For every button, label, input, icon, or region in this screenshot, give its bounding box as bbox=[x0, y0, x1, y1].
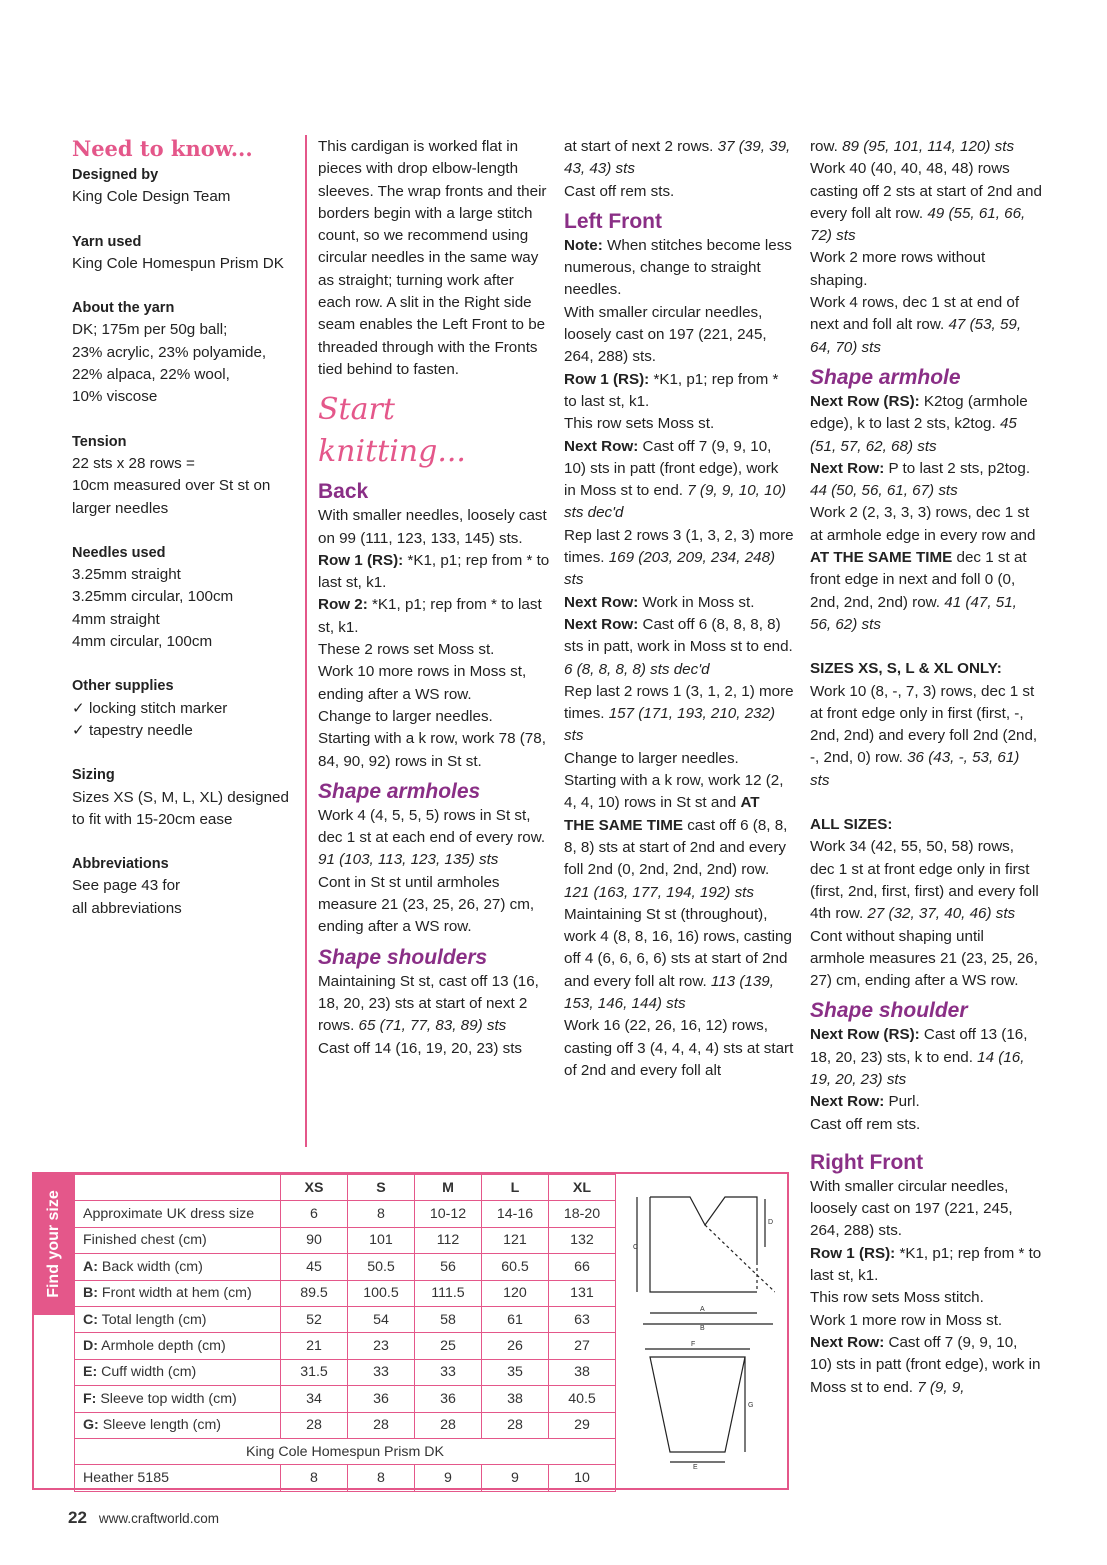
instruction-text: Starting with a k row, work 12 (2, 4, 4, 10) rows in St st and bbox=[564, 772, 784, 812]
designed-by-section bbox=[72, 164, 297, 209]
table-cell: 28 bbox=[281, 1412, 348, 1438]
start-knitting-heading: Start knitting... bbox=[318, 392, 466, 470]
measure-text: Armhole depth (cm) bbox=[97, 1338, 226, 1355]
table-cell: 29 bbox=[549, 1412, 616, 1438]
column-divider bbox=[305, 135, 307, 1147]
table-cell: 33 bbox=[415, 1359, 482, 1385]
tension-label: Tension bbox=[72, 433, 127, 450]
tension-line: 10cm measured over St st on bbox=[72, 477, 271, 495]
table-cell: 58 bbox=[415, 1306, 482, 1332]
instruction: This row sets Moss st. bbox=[564, 415, 715, 433]
row-text: *K1, p1; rep from * to last st, k1. bbox=[564, 370, 779, 410]
supply-item: ✓ tapestry needle bbox=[72, 721, 193, 739]
table-cell: 18-20 bbox=[549, 1201, 616, 1227]
needles-label: Needles used bbox=[72, 544, 166, 561]
instruction bbox=[318, 550, 550, 595]
stitch-count: 14 (16, 19, 20, 23) sts bbox=[810, 1048, 1025, 1088]
instruction bbox=[810, 814, 1042, 836]
instruction-text: Work 10 (8, -, 7, 3) rows, dec 1 st at front edge only in first (first, -, 2nd, 2nd) and every foll 2nd (2nd, -, 2nd, 0) row. bbox=[810, 682, 1038, 767]
instruction: Work 10 more rows in Moss st, ending after a WS row. bbox=[318, 663, 527, 703]
instruction bbox=[810, 658, 1042, 680]
instruction-text: Maintaining St st (throughout), work 4 (8, 8, 16, 16) rows, casting off 4 (6, 6, 6, 6) sts at start of 2nd and every foll alt row. bbox=[564, 905, 792, 990]
instruction bbox=[564, 904, 794, 1015]
instruction bbox=[810, 136, 1042, 158]
instruction bbox=[810, 1332, 1042, 1399]
sizing-label: Sizing bbox=[72, 767, 115, 784]
instruction bbox=[564, 525, 794, 592]
emphasis: AT THE SAME TIME bbox=[810, 549, 953, 567]
stitch-count: 47 (53, 59, 64, 70) sts bbox=[810, 316, 1022, 356]
row-text: Cast off 6 (8, 8, 8, 8) sts in patt, work in Moss st to end. bbox=[564, 615, 793, 656]
emphasis: AT THE SAME TIME bbox=[564, 794, 760, 834]
table-cell: 21 bbox=[281, 1333, 348, 1359]
measure-key: B: bbox=[83, 1285, 98, 1302]
table-cell: 45 bbox=[281, 1254, 348, 1280]
stitch-count: 169 (203, 209, 234, 248) sts bbox=[564, 549, 776, 589]
instruction: Cont in St st until armholes measure 21 (23, 25, 26, 27) cm, ending after a WS row. bbox=[318, 873, 535, 936]
yarn-label: Yarn used bbox=[72, 233, 142, 250]
table-cell: 40.5 bbox=[549, 1386, 616, 1412]
measure-text: Sleeve length (cm) bbox=[98, 1417, 221, 1434]
supply-item: ✓ locking stitch marker bbox=[72, 699, 228, 717]
table-cell: 33 bbox=[348, 1359, 415, 1385]
needles-line: 3.25mm circular, 100cm bbox=[72, 588, 234, 606]
need-to-know-heading: Need to know... bbox=[72, 136, 253, 161]
instruction bbox=[810, 836, 1042, 925]
stitch-count: 49 (55, 61, 66, 72) sts bbox=[810, 204, 1026, 245]
table-cell: 38 bbox=[549, 1359, 616, 1385]
row-label: Row 1 (RS): bbox=[810, 1244, 896, 1262]
sizes-label: ALL SIZES: bbox=[810, 816, 893, 834]
note-text: When stitches become less numerous, change to straight needles. bbox=[564, 236, 792, 299]
yarn-section bbox=[72, 231, 297, 276]
label-b: B bbox=[700, 1325, 705, 1332]
yarn-row bbox=[75, 1438, 616, 1464]
shade-row bbox=[75, 1465, 616, 1491]
table-cell: 31.5 bbox=[281, 1359, 348, 1385]
measure-text: Sleeve top width (cm) bbox=[96, 1390, 237, 1407]
instruction: With smaller needles, loosely cast on 99 (111, 123, 133, 145) sts. bbox=[318, 507, 547, 547]
stitch-count: 121 (163, 177, 194, 192) sts bbox=[564, 883, 754, 901]
header-cell bbox=[75, 1175, 281, 1201]
instruction bbox=[810, 1091, 1042, 1113]
instruction-text: at start of next 2 rows. bbox=[564, 138, 718, 155]
instruction: Change to larger needles. bbox=[564, 749, 739, 767]
row-text: K2tog (armhole edge), k to last 2 sts, k2tog. bbox=[810, 392, 1028, 433]
abbreviations-line: See page 43 for bbox=[72, 877, 181, 895]
table-row bbox=[75, 1306, 616, 1332]
instruction: Starting with a k row, work 78 (78, 84, 90, 92) rows in St st. bbox=[318, 730, 546, 770]
tension-section bbox=[72, 431, 297, 520]
measure-label bbox=[75, 1333, 281, 1359]
other-supplies-section bbox=[72, 675, 297, 742]
table-cell: 36 bbox=[348, 1386, 415, 1412]
table-cell: 121 bbox=[482, 1227, 549, 1253]
shape-shoulder-heading: Shape shoulder bbox=[810, 999, 968, 1023]
measure-key: F: bbox=[83, 1390, 97, 1407]
measure-label bbox=[75, 1306, 281, 1332]
table-cell: 61 bbox=[482, 1306, 549, 1332]
label-a: A bbox=[700, 1306, 705, 1313]
instruction: These 2 rows set Moss st. bbox=[318, 641, 495, 659]
instruction bbox=[564, 235, 794, 302]
instruction bbox=[318, 805, 550, 872]
note-label: Note: bbox=[564, 236, 603, 254]
table-cell: 27 bbox=[549, 1333, 616, 1359]
instruction: Cast off 14 (16, 19, 20, 23) sts bbox=[318, 1039, 523, 1057]
measure-label bbox=[75, 1227, 281, 1253]
front-outline bbox=[650, 1197, 757, 1262]
instruction bbox=[564, 436, 794, 525]
sizing-line: Sizes XS (S, M, L, XL) designed bbox=[72, 788, 289, 806]
instruction bbox=[810, 1024, 1042, 1091]
garment-schematic-diagram bbox=[625, 1187, 775, 1477]
table-row bbox=[75, 1412, 616, 1438]
tension-line: larger needles bbox=[72, 499, 169, 517]
instruction-text: Work 34 (42, 55, 50, 58) rows, dec 1 st at front edge only in first (first, 2nd, first, first) and every foll 4th row. bbox=[810, 838, 1039, 923]
instruction-text: Maintaining St st, cast off 13 (16, 18, 20, 23) sts at start of next 2 rows. bbox=[318, 972, 539, 1035]
stitch-count: 37 (39, 39, 43, 43) sts bbox=[564, 138, 791, 178]
instruction: This row sets Moss stitch. bbox=[810, 1289, 984, 1307]
table-row bbox=[75, 1254, 616, 1280]
needles-line: 3.25mm straight bbox=[72, 566, 181, 584]
table-cell: 120 bbox=[482, 1280, 549, 1306]
row-label: Next Row: bbox=[810, 1093, 885, 1111]
page-number: 22 bbox=[68, 1508, 87, 1527]
instruction-text: dec 1 st at front edge in next and foll 0 (0, 2nd, 2nd, 2nd) row. bbox=[810, 549, 1027, 611]
shape-shoulders-heading: Shape shoulders bbox=[318, 945, 488, 969]
measure-label bbox=[75, 1254, 281, 1280]
table-cell: 56 bbox=[415, 1254, 482, 1280]
instruction bbox=[318, 594, 550, 639]
left-front-heading: Left Front bbox=[564, 209, 662, 233]
instruction-text: Rep last 2 rows 3 (1, 3, 2, 3) more times. bbox=[564, 526, 794, 567]
header-cell: XL bbox=[549, 1175, 616, 1201]
instruction bbox=[564, 369, 794, 414]
row-text: *K1, p1; rep from * to last st, k1. bbox=[318, 551, 550, 592]
needles-line: 4mm circular, 100cm bbox=[72, 633, 213, 651]
sizing-line: to fit with 15-20cm ease bbox=[72, 810, 233, 828]
table-row bbox=[75, 1386, 616, 1412]
table-cell: 28 bbox=[482, 1412, 549, 1438]
shade-value: 10 bbox=[549, 1465, 616, 1491]
instruction bbox=[810, 158, 1042, 247]
abbreviations-section bbox=[72, 853, 297, 920]
measure-label bbox=[75, 1412, 281, 1438]
table-cell: 66 bbox=[549, 1254, 616, 1280]
label-e: E bbox=[693, 1464, 698, 1471]
yarn-value: King Cole Homespun Prism DK bbox=[72, 254, 284, 272]
row-label: Row 2: bbox=[318, 596, 368, 614]
table-row bbox=[75, 1359, 616, 1385]
table-cell: 36 bbox=[415, 1386, 482, 1412]
designed-by-label: Designed by bbox=[72, 167, 159, 183]
measure-key: E: bbox=[83, 1364, 98, 1381]
stitch-count: 27 (32, 37, 40, 46) sts bbox=[867, 905, 1016, 923]
table-cell: 34 bbox=[281, 1386, 348, 1412]
stitch-count: 44 (50, 56, 61, 67) sts bbox=[810, 482, 958, 500]
table-cell: 112 bbox=[415, 1227, 482, 1253]
size-table bbox=[74, 1174, 616, 1492]
row-text: Cast off 13 (16, 18, 20, 23) sts, k to end. bbox=[810, 1026, 1028, 1066]
intro-paragraph: This cardigan is worked flat in pieces with drop elbow-length sleeves. The wrap fronts and their borders begin with a large stitch count, so we recommend using circular needles in the same way as straight; turning work after each row. A slit in the Right side seam enables the Left Front to be threaded through with the Fronts tied behind to fasten. bbox=[318, 138, 547, 378]
about-yarn-line: DK; 175m per 50g ball; bbox=[72, 321, 228, 339]
table-cell: 10-12 bbox=[415, 1201, 482, 1227]
row-text: Cast off 7 (9, 9, 10, 10) sts in patt (front edge), work in Moss st to end. bbox=[564, 437, 779, 500]
measure-label bbox=[75, 1386, 281, 1412]
measure-text: Front width at hem (cm) bbox=[97, 1285, 252, 1302]
instruction: Cast off rem sts. bbox=[810, 1115, 921, 1133]
header-cell: L bbox=[482, 1175, 549, 1201]
shade-value: 9 bbox=[482, 1465, 549, 1491]
measure-label bbox=[75, 1359, 281, 1385]
find-your-size-tab bbox=[34, 1174, 74, 1315]
row-text: Work in Moss st. bbox=[638, 593, 755, 611]
instruction-text: Rep last 2 rows 1 (3, 1, 2, 1) more times. bbox=[564, 682, 794, 723]
instruction: Cont without shaping until armhole measures 21 (23, 25, 26, 27) cm, ending after a WS row. bbox=[810, 927, 1038, 990]
measure-text: Approximate UK dress size bbox=[83, 1206, 255, 1223]
row-label: Row 1 (RS): bbox=[564, 370, 650, 388]
row-text: Purl. bbox=[884, 1093, 920, 1111]
shade-value: 8 bbox=[281, 1465, 348, 1491]
table-cell: 101 bbox=[348, 1227, 415, 1253]
table-cell: 111.5 bbox=[415, 1280, 482, 1306]
front-body-outline bbox=[650, 1197, 757, 1292]
label-d: D bbox=[768, 1219, 774, 1226]
instruction: Cast off rem sts. bbox=[564, 182, 675, 200]
instruction bbox=[564, 770, 794, 904]
instruction bbox=[810, 1243, 1042, 1288]
row-label: Next Row: bbox=[810, 459, 885, 477]
table-cell: 52 bbox=[281, 1306, 348, 1332]
label-c: C bbox=[633, 1244, 639, 1251]
table-row bbox=[75, 1201, 616, 1227]
instruction: Change to larger needles. bbox=[318, 707, 493, 725]
table-cell: 35 bbox=[482, 1359, 549, 1385]
about-yarn-label: About the yarn bbox=[72, 300, 175, 317]
instruction-text: Work 40 (40, 40, 48, 48) rows casting off 2 sts at start of 2nd and every foll alt row. bbox=[810, 160, 1042, 222]
table-cell: 90 bbox=[281, 1227, 348, 1253]
find-your-size-label: Find your size bbox=[45, 1190, 62, 1298]
shade-value: 9 bbox=[415, 1465, 482, 1491]
instruction bbox=[810, 391, 1042, 458]
instruction-text: Work 4 (4, 5, 5, 5) rows in St st, dec 1 st at each end of every row. bbox=[318, 806, 546, 847]
row-label: Row 1 (RS): bbox=[318, 551, 404, 569]
table-cell: 60.5 bbox=[482, 1254, 549, 1280]
instruction bbox=[564, 136, 794, 181]
table-row bbox=[75, 1333, 616, 1359]
row-text: *K1, p1; rep from * to last st, k1. bbox=[318, 596, 542, 636]
about-yarn-line: 10% viscose bbox=[72, 388, 158, 406]
abbreviations-line: all abbreviations bbox=[72, 899, 182, 917]
shade-label: Heather 5185 bbox=[75, 1465, 281, 1491]
yarn-cell: King Cole Homespun Prism DK bbox=[75, 1438, 616, 1464]
instruction bbox=[810, 502, 1042, 636]
row-text: P to last 2 sts, p2tog. bbox=[884, 459, 1031, 477]
instruction: Work 1 more row in Moss st. bbox=[810, 1311, 1003, 1329]
table-cell: 38 bbox=[482, 1386, 549, 1412]
about-yarn-line: 23% acrylic, 23% polyamide, bbox=[72, 343, 267, 361]
table-cell: 100.5 bbox=[348, 1280, 415, 1306]
website-url: www.craftworld.com bbox=[98, 1511, 219, 1526]
measure-key: C: bbox=[83, 1311, 98, 1328]
table-cell: 63 bbox=[549, 1306, 616, 1332]
instruction: Work 16 (22, 26, 16, 12) rows, casting off 3 (4, 4, 4, 4) sts at start of 2nd and every foll alt bbox=[564, 1017, 794, 1079]
stitch-count: 89 (95, 101, 114, 120) sts bbox=[842, 138, 1015, 155]
stitch-count: 36 (43, -, 53, 61) sts bbox=[810, 749, 1020, 789]
back-heading: Back bbox=[318, 480, 369, 504]
table-cell: 50.5 bbox=[348, 1254, 415, 1280]
row-label: Next Row: bbox=[564, 437, 639, 455]
about-yarn-line: 22% alpaca, 22% wool, bbox=[72, 366, 230, 384]
row-label: Next Row: bbox=[564, 593, 639, 611]
stitch-count: 157 (171, 193, 210, 232) sts bbox=[564, 705, 776, 745]
measure-text: Total length (cm) bbox=[97, 1311, 207, 1328]
table-cell: 131 bbox=[549, 1280, 616, 1306]
tension-line: 22 sts x 28 rows = bbox=[72, 454, 195, 472]
about-yarn-section bbox=[72, 297, 297, 408]
measure-text: Back width (cm) bbox=[97, 1258, 203, 1275]
row-label: Next Row (RS): bbox=[810, 392, 920, 410]
row-label: Next Row: bbox=[810, 1333, 885, 1351]
sizes-label: SIZES XS, S, L & XL ONLY: bbox=[810, 660, 1002, 678]
instruction bbox=[810, 681, 1042, 792]
row-text: Cast off 7 (9, 9, 10, 10) sts in patt (front edge), work in Moss st to end. bbox=[810, 1333, 1041, 1396]
table-cell: 132 bbox=[549, 1227, 616, 1253]
measure-text: Cuff width (cm) bbox=[97, 1364, 197, 1381]
stitch-count: 6 (8, 8, 8, 8) sts dec'd bbox=[564, 660, 710, 678]
abbreviations-label: Abbreviations bbox=[72, 856, 169, 873]
table-cell: 26 bbox=[482, 1333, 549, 1359]
stitch-count: 45 (51, 57, 62, 68) sts bbox=[810, 415, 1017, 455]
table-cell: 28 bbox=[348, 1412, 415, 1438]
right-front-heading: Right Front bbox=[810, 1150, 924, 1174]
instruction bbox=[564, 681, 794, 748]
row-text: *K1, p1; rep from * to last st, k1. bbox=[810, 1244, 1042, 1285]
shape-armholes-heading: Shape armholes bbox=[318, 779, 481, 803]
table-cell: 54 bbox=[348, 1306, 415, 1332]
instruction: With smaller circular needles, loosely cast on 197 (221, 245, 264, 288) sts. bbox=[810, 1177, 1013, 1240]
other-supplies-label: Other supplies bbox=[72, 678, 174, 695]
stitch-count: 91 (103, 113, 123, 135) sts bbox=[318, 851, 499, 869]
pattern-column-3 bbox=[564, 136, 794, 1082]
shade-value: 8 bbox=[348, 1465, 415, 1491]
instruction-text: cast off 6 (8, 8, 8, 8) sts at start of 2nd and every foll 2nd (0, 2nd, 2nd, 2nd) row. bbox=[564, 816, 788, 879]
pattern-column-2 bbox=[318, 136, 550, 1060]
instruction bbox=[564, 592, 794, 614]
stitch-count: 41 (47, 51, 56, 62) sts bbox=[810, 593, 1017, 633]
table-row bbox=[75, 1227, 616, 1253]
stitch-count: 65 (71, 77, 83, 89) sts bbox=[358, 1017, 507, 1035]
instruction bbox=[318, 971, 550, 1038]
instruction bbox=[810, 458, 1042, 503]
instruction-text: row. bbox=[810, 138, 843, 155]
measure-key: D: bbox=[83, 1338, 98, 1355]
sizing-section bbox=[72, 764, 297, 831]
instruction bbox=[810, 292, 1042, 359]
measure-label bbox=[75, 1201, 281, 1227]
measure-label bbox=[75, 1280, 281, 1306]
instruction bbox=[564, 614, 794, 681]
measure-key: G: bbox=[83, 1417, 99, 1434]
shape-armhole-heading: Shape armhole bbox=[810, 365, 961, 389]
table-cell: 14-16 bbox=[482, 1201, 549, 1227]
table-cell: 25 bbox=[415, 1333, 482, 1359]
table-cell: 6 bbox=[281, 1201, 348, 1227]
page-footer bbox=[68, 1508, 219, 1528]
header-cell: XS bbox=[281, 1175, 348, 1201]
instruction: Work 2 more rows without shaping. bbox=[810, 249, 986, 289]
table-header-row bbox=[75, 1175, 616, 1201]
instruction-text: Work 4 rows, dec 1 st at end of next and foll alt row. bbox=[810, 294, 1020, 334]
needles-line: 4mm straight bbox=[72, 610, 160, 628]
table-cell: 23 bbox=[348, 1333, 415, 1359]
sleeve-outline bbox=[650, 1357, 745, 1452]
table-cell: 89.5 bbox=[281, 1280, 348, 1306]
header-cell: M bbox=[415, 1175, 482, 1201]
label-g: G bbox=[748, 1402, 754, 1409]
table-row bbox=[75, 1280, 616, 1306]
table-cell: 28 bbox=[415, 1412, 482, 1438]
label-f: F bbox=[691, 1341, 696, 1348]
table-cell: 8 bbox=[348, 1201, 415, 1227]
designed-by-value: King Cole Design Team bbox=[72, 188, 231, 206]
stitch-count: 7 (9, 9, 10, 10) sts dec'd bbox=[564, 482, 787, 522]
instruction: With smaller circular needles, loosely cast on 197 (221, 245, 264, 288) sts. bbox=[564, 303, 767, 366]
needles-section bbox=[72, 542, 297, 653]
need-to-know-column bbox=[72, 136, 297, 942]
stitch-count: 113 (139, 153, 146, 144) sts bbox=[564, 972, 774, 1012]
header-cell: S bbox=[348, 1175, 415, 1201]
pattern-column-4 bbox=[810, 136, 1042, 1399]
measure-key: A: bbox=[83, 1258, 98, 1275]
instruction-text: Work 2 (2, 3, 3, 3) rows, dec 1 st at armhole edge in every row and bbox=[810, 504, 1036, 544]
row-label: Next Row: bbox=[564, 615, 639, 633]
stitch-count: 7 (9, 9, bbox=[917, 1378, 965, 1396]
measure-text: Finished chest (cm) bbox=[83, 1232, 207, 1249]
row-label: Next Row (RS): bbox=[810, 1026, 920, 1044]
